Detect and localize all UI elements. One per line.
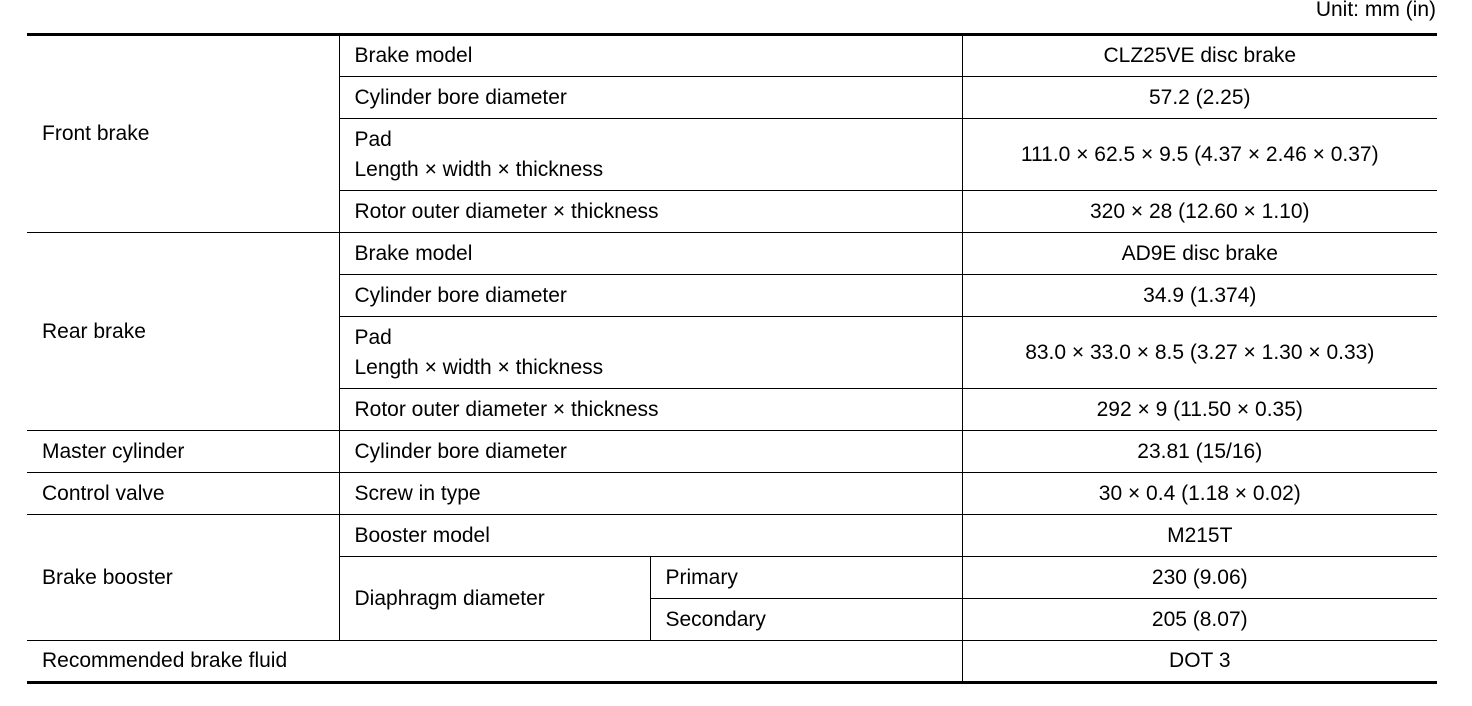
control-valve-label: Control valve <box>27 473 339 515</box>
diaphragm-diameter-label: Diaphragm diameter <box>339 557 650 641</box>
front-bore-value: 57.2 (2.25) <box>962 77 1437 119</box>
rear-pad-value: 83.0 × 33.0 × 8.5 (3.27 × 1.30 × 0.33) <box>962 317 1437 389</box>
brake-spec-table <box>27 33 1437 684</box>
unit-note: Unit: mm (in) <box>1315 0 1436 21</box>
table-row <box>27 35 1437 77</box>
table-row <box>27 473 1437 515</box>
front-brake-label: Front brake <box>27 35 339 233</box>
master-bore-label: Cylinder bore diameter <box>339 431 962 473</box>
control-valve-value: 30 × 0.4 (1.18 × 0.02) <box>962 473 1437 515</box>
front-bore-label: Cylinder bore diameter <box>339 77 962 119</box>
rear-pad-label-line1: Pad <box>354 325 392 349</box>
secondary-label: Secondary <box>650 599 962 641</box>
brake-fluid-label: Recommended brake fluid <box>27 641 962 683</box>
rear-brake-model-value: AD9E disc brake <box>962 233 1437 275</box>
booster-model-value: M215T <box>962 515 1437 557</box>
rear-brake-model-label: Brake model <box>339 233 962 275</box>
front-pad-label-line2: Length × width × thickness <box>354 157 604 181</box>
table-row <box>27 233 1437 275</box>
primary-label: Primary <box>650 557 962 599</box>
front-rotor-value: 320 × 28 (12.60 × 1.10) <box>962 191 1437 233</box>
secondary-value: 205 (8.07) <box>962 599 1437 641</box>
rear-rotor-value: 292 × 9 (11.50 × 0.35) <box>962 389 1437 431</box>
rear-pad-label-line2: Length × width × thickness <box>354 355 604 379</box>
master-cylinder-label: Master cylinder <box>27 431 339 473</box>
master-bore-value: 23.81 (15/16) <box>962 431 1437 473</box>
booster-model-label: Booster model <box>339 515 962 557</box>
front-pad-value: 111.0 × 62.5 × 9.5 (4.37 × 2.46 × 0.37) <box>962 119 1437 191</box>
front-pad-label <box>339 119 962 191</box>
control-valve-type-label: Screw in type <box>339 473 962 515</box>
table-row <box>27 431 1437 473</box>
rear-brake-label: Rear brake <box>27 233 339 431</box>
rear-rotor-label: Rotor outer diameter × thickness <box>339 389 962 431</box>
rear-bore-label: Cylinder bore diameter <box>339 275 962 317</box>
primary-value: 230 (9.06) <box>962 557 1437 599</box>
front-brake-model-value: CLZ25VE disc brake <box>962 35 1437 77</box>
table-row <box>27 515 1437 557</box>
rear-bore-value: 34.9 (1.374) <box>962 275 1437 317</box>
front-pad-label-line1: Pad <box>354 127 392 151</box>
rear-pad-label <box>339 317 962 389</box>
brake-booster-label: Brake booster <box>27 515 339 641</box>
brake-fluid-value: DOT 3 <box>962 641 1437 683</box>
front-rotor-label: Rotor outer diameter × thickness <box>339 191 962 233</box>
table-row <box>27 641 1437 683</box>
front-brake-model-label: Brake model <box>339 35 962 77</box>
